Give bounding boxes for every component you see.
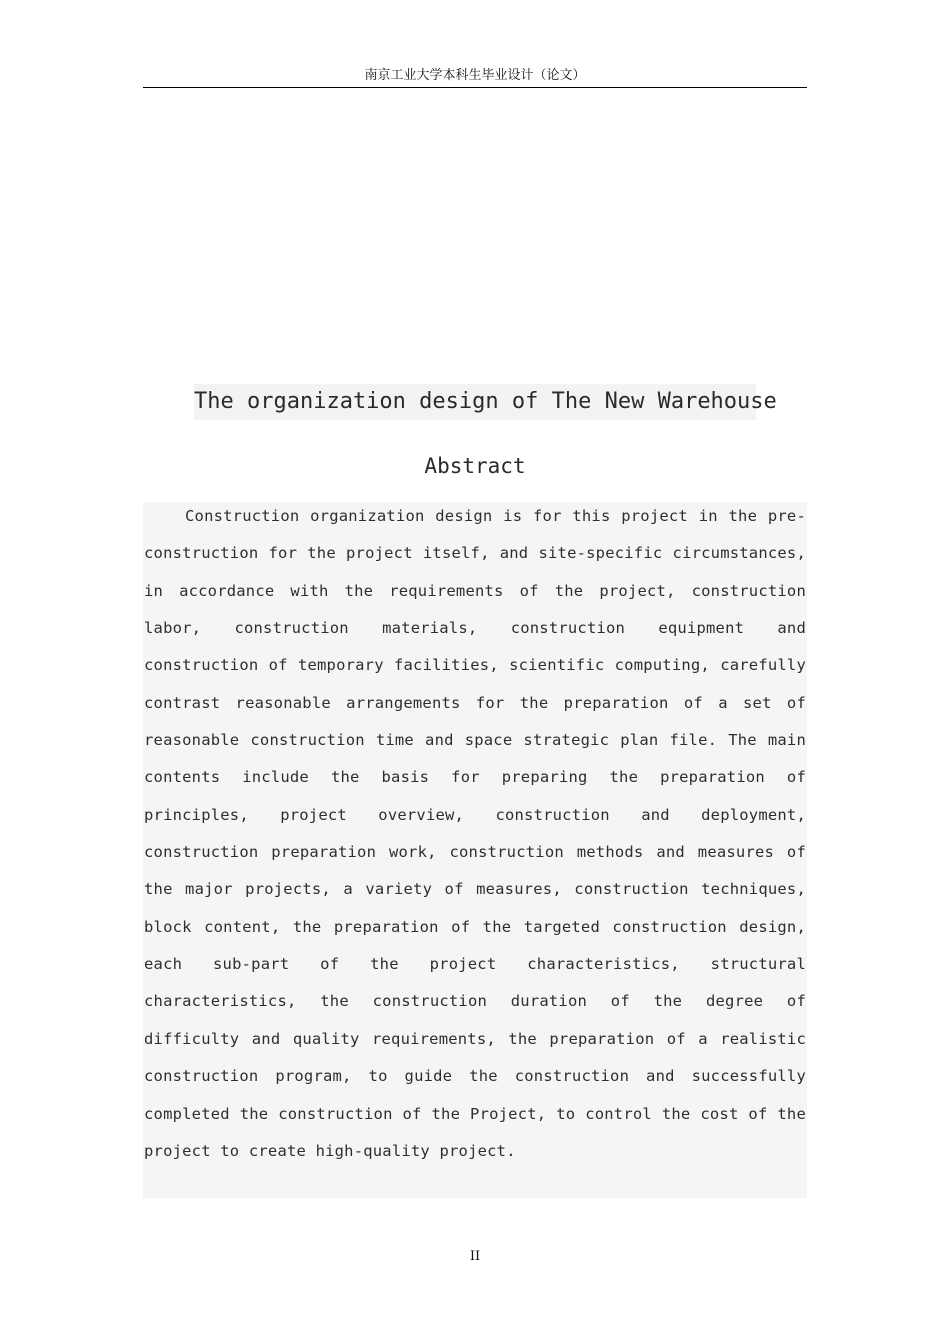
abstract-line: construction preparation work, construction methods and measures of	[144, 843, 806, 862]
abstract-line: the major projects, a variety of measures, construction techniques,	[144, 880, 806, 899]
abstract-line: reasonable construction time and space strategic plan file. The main	[144, 731, 806, 750]
abstract-line: labor, construction materials, construction equipment and	[144, 619, 806, 638]
abstract-line: construction for the project itself, and site-specific circumstances,	[144, 544, 806, 563]
abstract-line: characteristics, the construction duration of the degree of	[144, 992, 806, 1011]
abstract-line: completed the construction of the Project, to control the cost of the	[144, 1104, 806, 1123]
document-title: The organization design of The New Warehouse	[194, 384, 756, 420]
abstract-line: in accordance with the requirements of the project, construction	[144, 581, 806, 600]
abstract-line: contrast reasonable arrangements for the preparation of a set of	[144, 693, 806, 712]
abstract-line: difficulty and quality requirements, the preparation of a realistic	[144, 1029, 806, 1048]
abstract-line: block content, the preparation of the targeted construction design,	[144, 917, 806, 936]
abstract-line: construction program, to guide the construction and successfully	[144, 1067, 806, 1086]
abstract-line: construction of temporary facilities, scientific computing, carefully	[144, 656, 806, 675]
abstract-line: principles, project overview, construction and deployment,	[144, 805, 806, 824]
abstract-line: Construction organization design is for this project in the pre-	[185, 507, 806, 525]
abstract-heading: Abstract	[424, 454, 526, 478]
page-number: II	[469, 1249, 481, 1264]
abstract-line: contents include the basis for preparing the preparation of	[144, 768, 806, 787]
abstract-line: project to create high-quality project.	[144, 1141, 516, 1160]
header-text: 南京工业大学本科生毕业设计（论文）	[364, 68, 586, 83]
abstract-body	[143, 502, 807, 1198]
abstract-line: each sub-part of the project characteristics, structural	[144, 955, 806, 974]
page-header	[143, 66, 807, 88]
